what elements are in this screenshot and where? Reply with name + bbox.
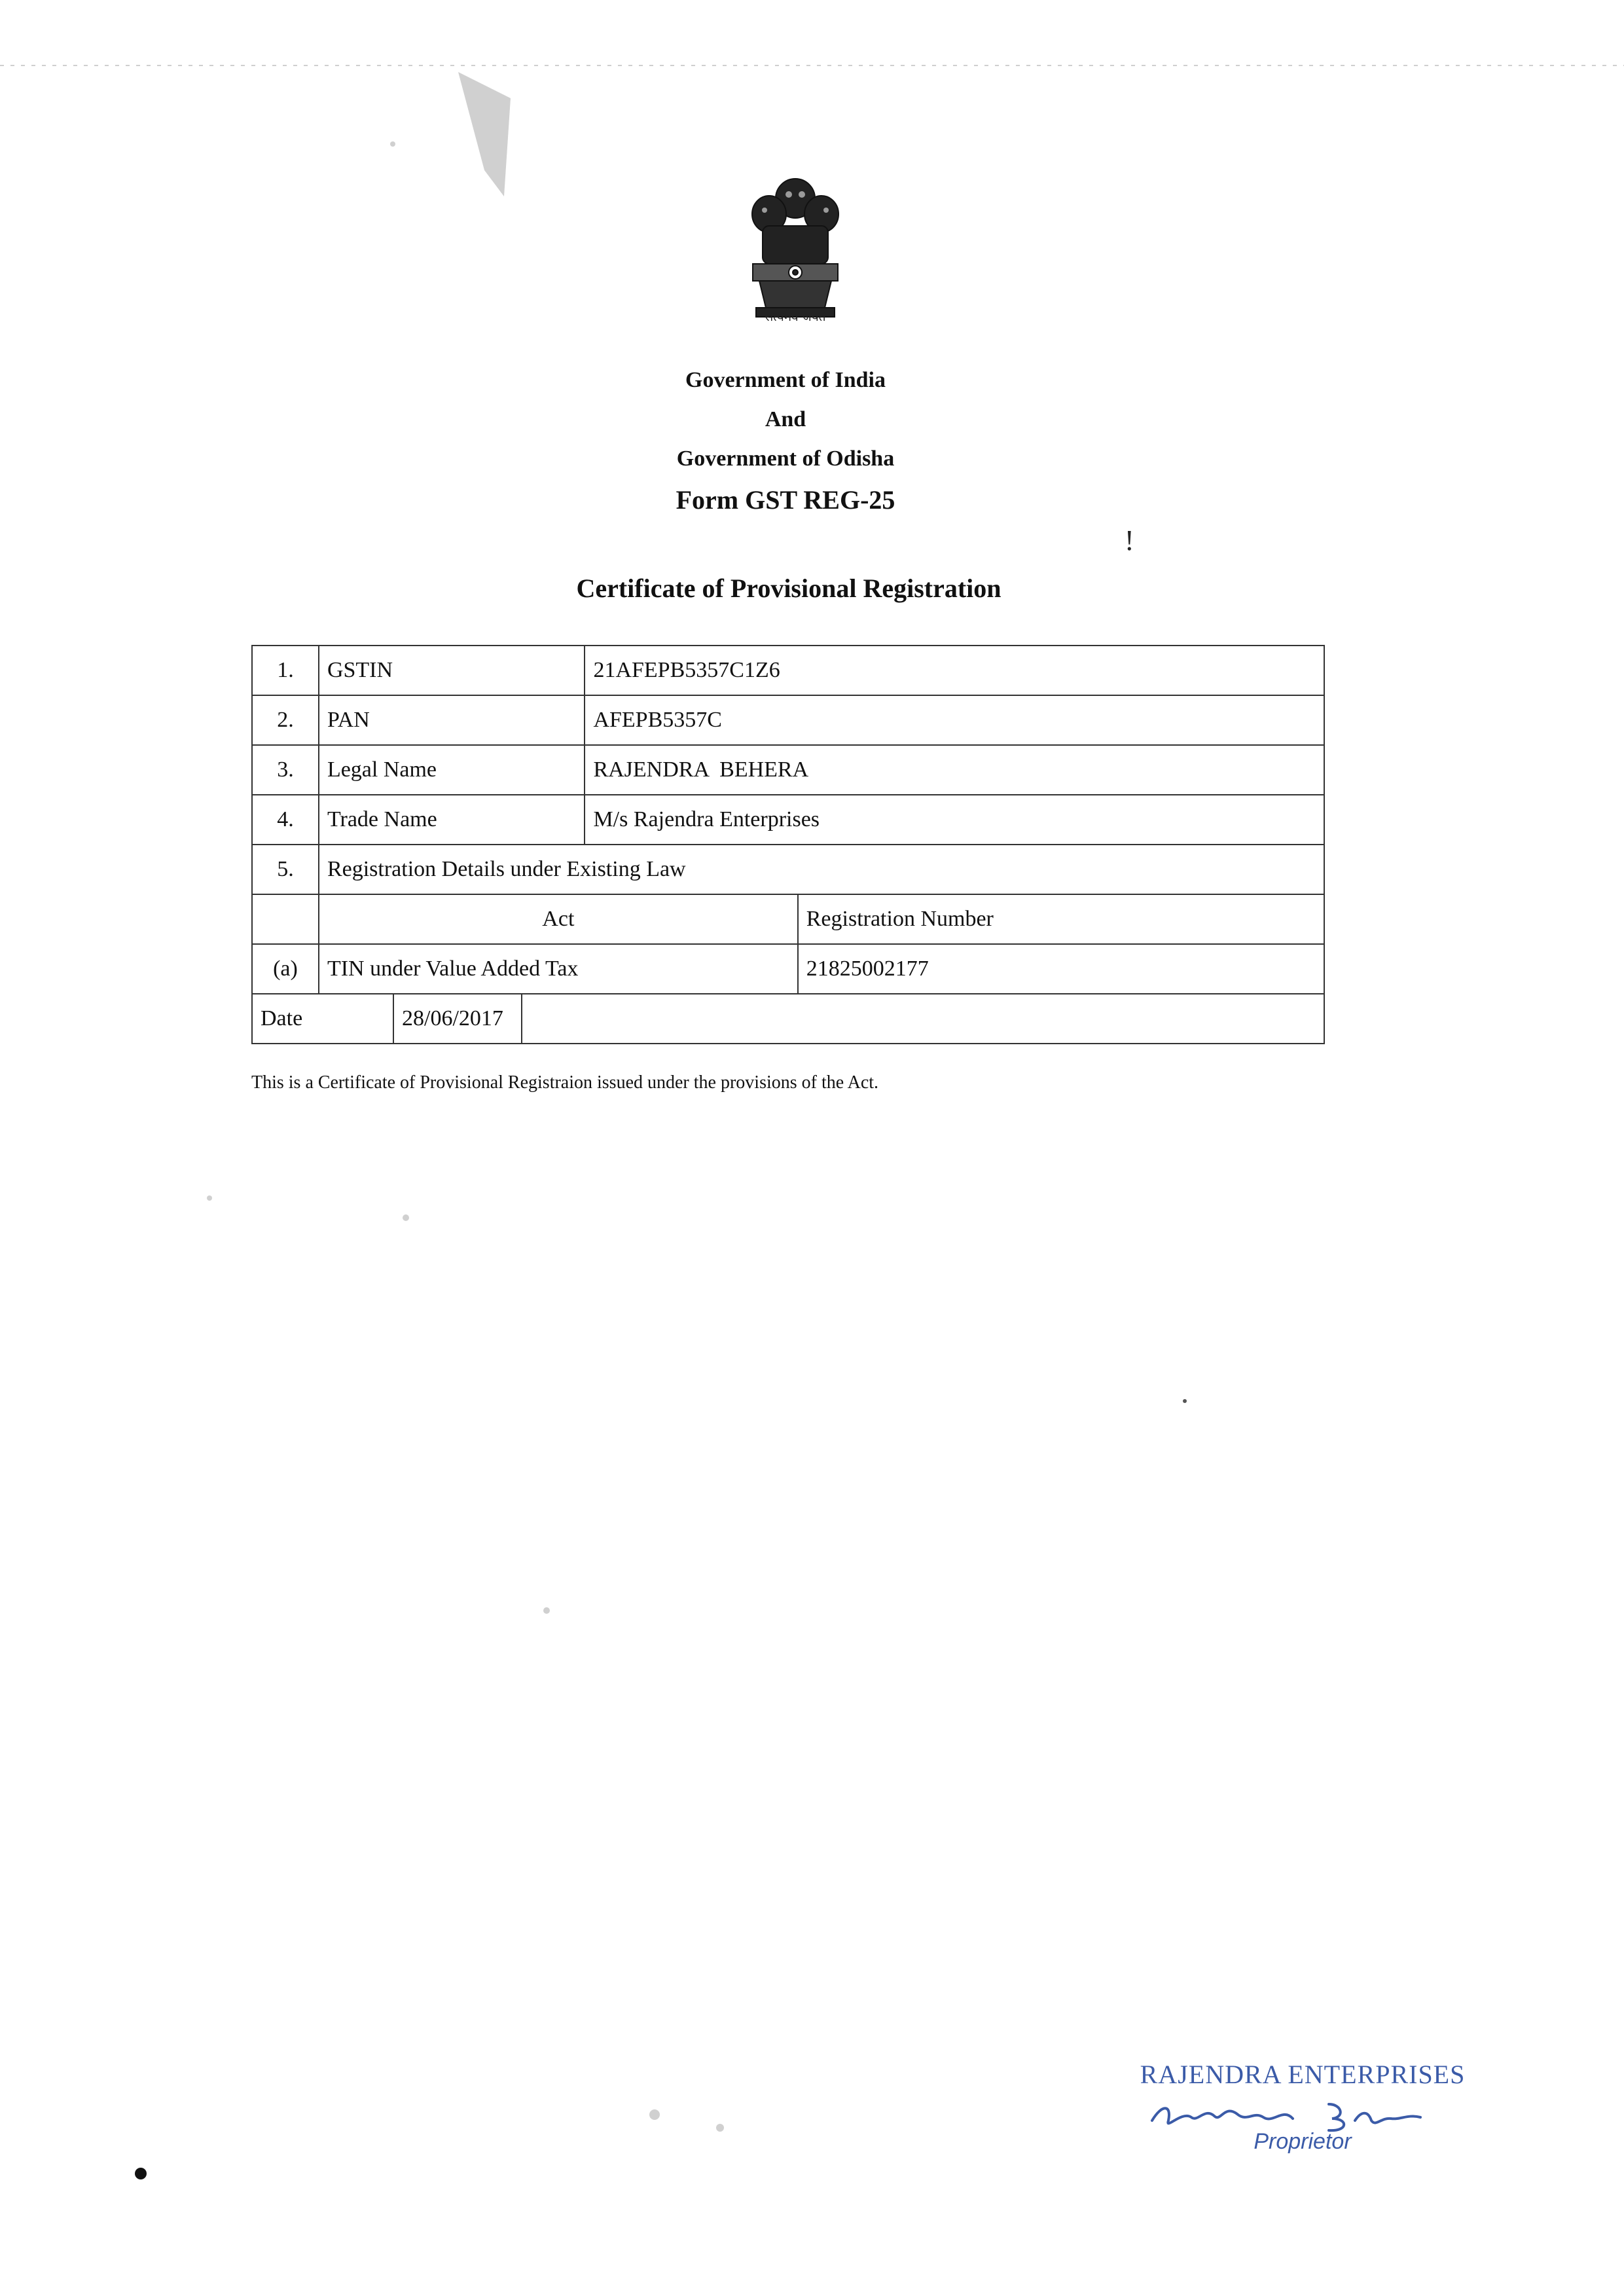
- row-label: GSTIN: [319, 646, 585, 695]
- empty-cell: [252, 894, 319, 944]
- section-label: Registration Details under Existing Law: [319, 845, 1324, 894]
- stamp-role: Proprietor: [1254, 2129, 1352, 2154]
- table-row: [252, 994, 1324, 1044]
- date-value: 28/06/2017: [402, 1006, 503, 1030]
- act-header: Act: [319, 894, 798, 944]
- header-and: And: [765, 407, 806, 431]
- act-value: TIN under Value Added Tax: [319, 944, 798, 994]
- header-government-of-india: Government of India: [685, 368, 886, 392]
- certificate-note: This is a Certificate of Provisional Registraion issued under the provisions of the Act.: [251, 1072, 879, 1093]
- proprietor-stamp: [1132, 2059, 1473, 2155]
- row-number: 4.: [252, 795, 319, 845]
- row-label: PAN: [319, 695, 585, 745]
- gstin-value: 21AFEPB5357C1Z6: [585, 646, 1324, 695]
- legal-name-value: RAJENDRA BEHERA: [585, 745, 1324, 795]
- table-row: [252, 646, 1324, 695]
- row-number: 1.: [252, 646, 319, 695]
- table-row: [252, 745, 1324, 795]
- row-label: Legal Name: [319, 745, 585, 795]
- table-row: [252, 944, 1324, 994]
- header-government-of-odisha: Government of Odisha: [676, 446, 895, 471]
- row-number: 5.: [252, 845, 319, 894]
- registration-table: [251, 645, 1325, 1044]
- table-row: [252, 695, 1324, 745]
- registration-number-header: Registration Number: [798, 894, 1324, 944]
- date-label: Date: [253, 994, 394, 1043]
- row-label: Trade Name: [319, 795, 585, 845]
- empty-cell: [522, 994, 1324, 1044]
- table-row: [252, 845, 1324, 894]
- certificate-title: Certificate of Provisional Registration: [576, 574, 1001, 603]
- pan-value: AFEPB5357C: [585, 695, 1324, 745]
- emblem-motto: सत्यमेव जयते: [765, 310, 826, 324]
- row-number: 3.: [252, 745, 319, 795]
- stamp-company-name: RAJENDRA ENTERPRISES: [1140, 2060, 1466, 2089]
- form-number: Form GST REG-25: [676, 485, 895, 515]
- registration-number-value: 21825002177: [798, 944, 1324, 994]
- row-number: 2.: [252, 695, 319, 745]
- trade-name-value: M/s Rajendra Enterprises: [585, 795, 1324, 845]
- table-subheader-row: [252, 894, 1324, 944]
- date-cell: [252, 994, 522, 1044]
- row-number: (a): [252, 944, 319, 994]
- pen-mark: ǃ: [1125, 524, 1134, 556]
- table-row: [252, 795, 1324, 845]
